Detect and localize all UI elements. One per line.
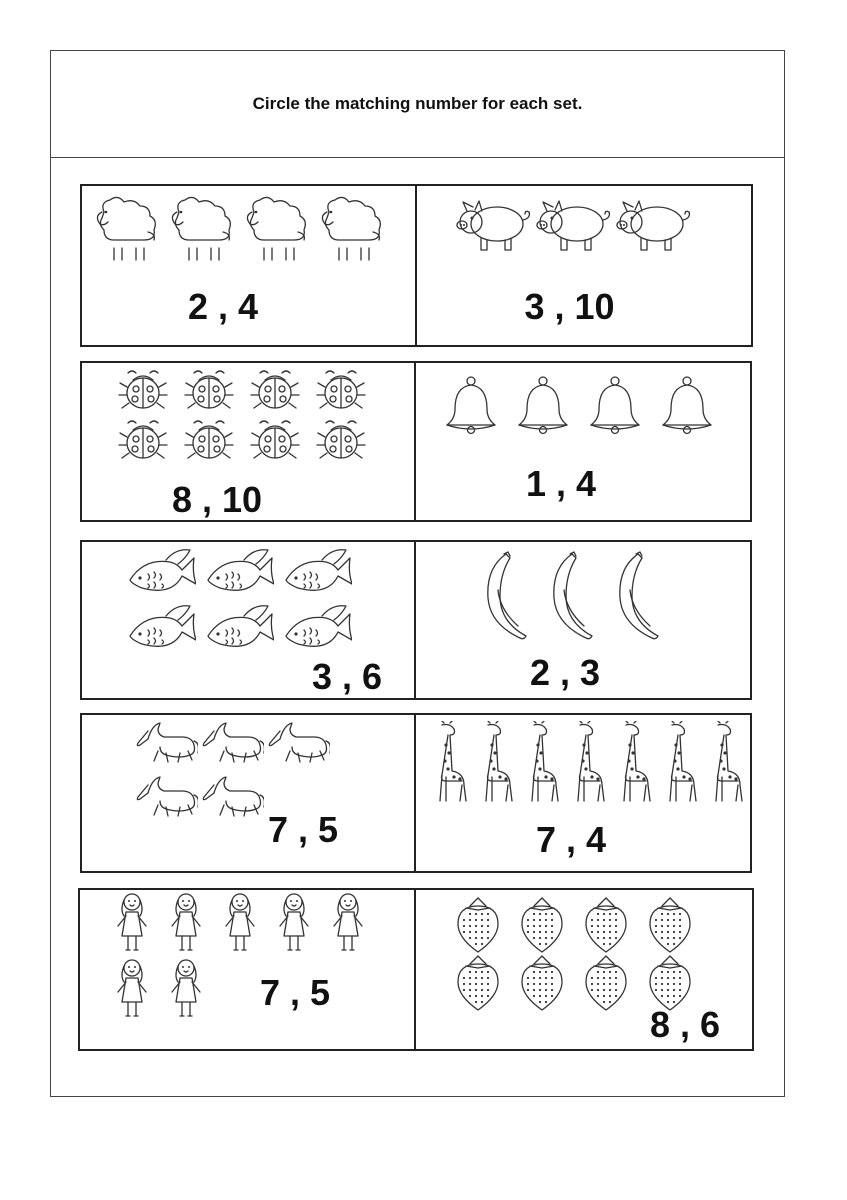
counting-set-giraffes: [416, 715, 750, 871]
counting-set-fish: [82, 542, 416, 698]
number-choices[interactable]: 7 , 5: [260, 972, 331, 1013]
strawberry-icon: [582, 954, 630, 1012]
horse-icon: [202, 773, 264, 817]
bell-icon: [586, 375, 644, 441]
counting-set-sheep: [82, 186, 417, 345]
counting-set-pigs: [417, 186, 752, 345]
girl-icon: [170, 892, 202, 954]
worksheet-header: [50, 50, 785, 158]
counting-set-ladybugs: [82, 363, 416, 520]
horse-icon: [268, 719, 330, 763]
bell-icon: [514, 375, 572, 441]
counting-set-bananas: [416, 542, 750, 698]
banana-icon: [476, 550, 534, 642]
giraffe-icon: [522, 721, 562, 803]
giraffe-icon: [660, 721, 700, 803]
worksheet-title: Circle the matching number for each set.: [252, 94, 583, 113]
strawberry-icon: [646, 896, 694, 954]
fish-icon: [204, 602, 274, 656]
counting-row-3: [80, 540, 752, 700]
sheep-icon: [167, 192, 237, 264]
counting-set-bells: [416, 363, 750, 520]
ladybug-icon: [118, 417, 168, 463]
number-choices[interactable]: 2 , 4: [188, 286, 259, 327]
horse-icon: [202, 719, 264, 763]
ladybug-icon: [316, 367, 366, 413]
banana-icon: [608, 550, 666, 642]
sheep-icon: [317, 192, 387, 264]
counting-set-strawberries: [416, 890, 752, 1049]
counting-set-horses: [82, 715, 416, 871]
strawberry-icon: [518, 896, 566, 954]
banana-icon: [542, 550, 600, 642]
giraffe-icon: [430, 721, 470, 803]
number-choices[interactable]: 3 , 6: [312, 656, 383, 697]
ladybug-icon: [184, 417, 234, 463]
bell-icon: [658, 375, 716, 441]
girl-icon: [332, 892, 364, 954]
ladybug-icon: [316, 417, 366, 463]
pig-icon: [615, 196, 691, 256]
number-choices[interactable]: 1 , 4: [526, 463, 597, 504]
counting-row-2: [80, 361, 752, 522]
girl-icon: [116, 892, 148, 954]
pig-icon: [535, 196, 611, 256]
fish-icon: [126, 546, 196, 600]
ladybug-icon: [250, 417, 300, 463]
horse-icon: [136, 773, 198, 817]
number-choices[interactable]: 7 , 4: [536, 819, 607, 860]
fish-icon: [282, 546, 352, 600]
sheep-icon: [242, 192, 312, 264]
number-choices[interactable]: 8 , 6: [650, 1004, 721, 1045]
sheep-icon: [92, 192, 162, 264]
counting-row-4: [80, 713, 752, 873]
fish-icon: [282, 602, 352, 656]
strawberry-icon: [582, 896, 630, 954]
giraffe-icon: [476, 721, 516, 803]
number-choices[interactable]: 7 , 5: [268, 809, 339, 850]
counting-row-1: [80, 184, 753, 347]
strawberry-icon: [454, 954, 502, 1012]
number-choices[interactable]: 2 , 3: [530, 652, 601, 693]
giraffe-icon: [568, 721, 608, 803]
girl-icon: [170, 958, 202, 1020]
fish-icon: [204, 546, 274, 600]
girl-icon: [278, 892, 310, 954]
girl-icon: [116, 958, 148, 1020]
ladybug-icon: [118, 367, 168, 413]
bell-icon: [442, 375, 500, 441]
strawberry-icon: [518, 954, 566, 1012]
pig-icon: [455, 196, 531, 256]
giraffe-icon: [706, 721, 746, 803]
number-choices[interactable]: 3 , 10: [524, 286, 615, 327]
counting-set-girls: [80, 890, 416, 1049]
ladybug-icon: [184, 367, 234, 413]
horse-icon: [136, 719, 198, 763]
girl-icon: [224, 892, 256, 954]
fish-icon: [126, 602, 196, 656]
number-choices[interactable]: 8 , 10: [172, 479, 263, 520]
giraffe-icon: [614, 721, 654, 803]
strawberry-icon: [454, 896, 502, 954]
counting-row-5: [78, 888, 754, 1051]
ladybug-icon: [250, 367, 300, 413]
